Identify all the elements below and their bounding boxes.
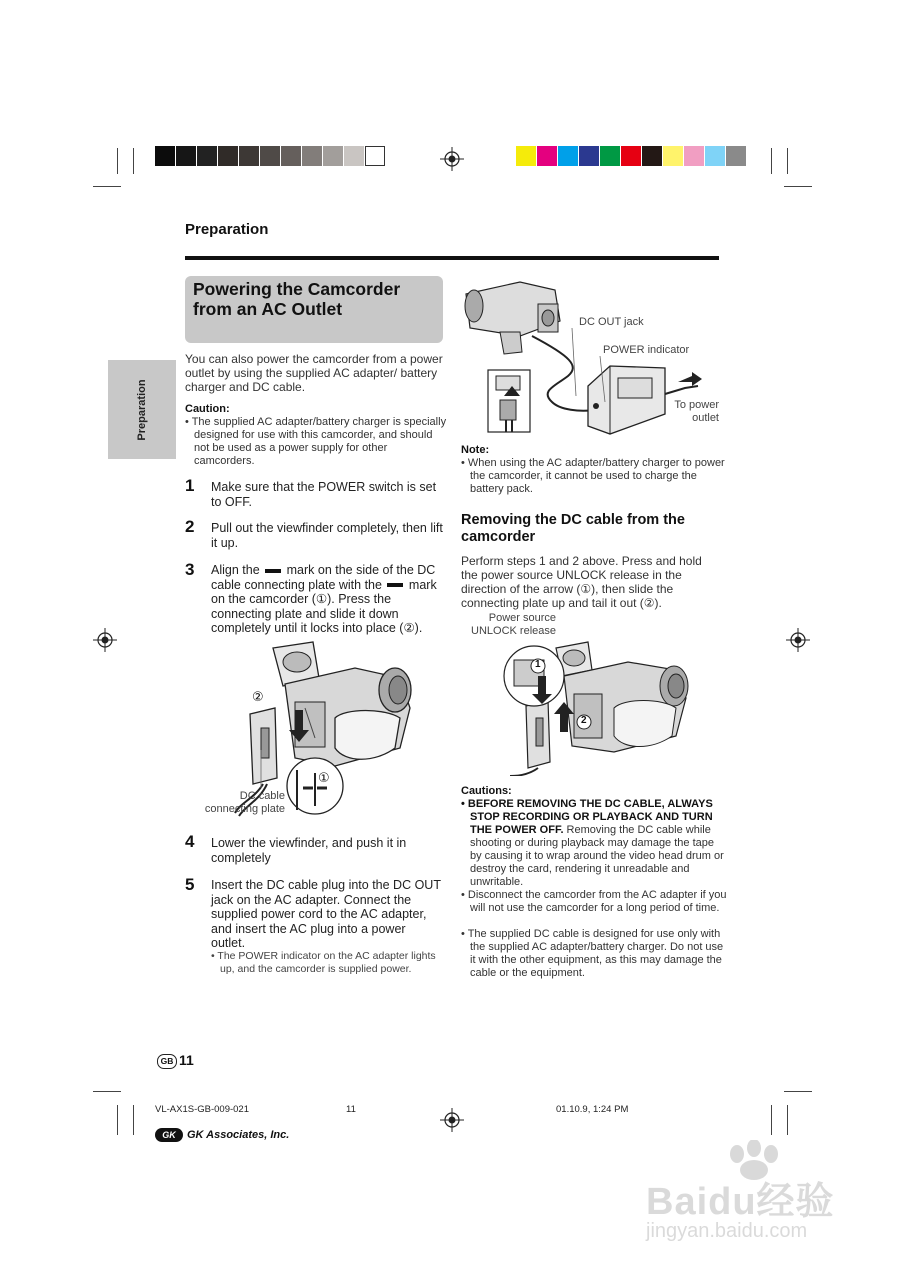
title-box (185, 276, 443, 343)
caution-item-1 (461, 798, 728, 889)
registration-mark-icon (93, 628, 117, 652)
caution-label: Caution: (185, 403, 230, 415)
step-1-number: 1 (185, 476, 195, 495)
color-swatch (537, 146, 557, 166)
marker-1-label: ① (318, 770, 330, 785)
registration-mark-icon (440, 1108, 464, 1132)
doc-date: 01.10.9, 1:24 PM (556, 1104, 629, 1115)
color-swatch (600, 146, 620, 166)
watermark-url: jingyan.baidu.com (646, 1220, 808, 1242)
registration-mark-icon (786, 628, 810, 652)
step-1-text: Make sure that the POWER switch is set to OFF. (211, 480, 437, 509)
step-4-number: 4 (185, 832, 195, 851)
gray-swatch (281, 146, 301, 166)
step-5-number: 5 (185, 875, 195, 894)
step-4-text: Lower the viewfinder, and push it in completely (211, 836, 407, 865)
color-swatch (663, 146, 683, 166)
color-swatch (642, 146, 662, 166)
gray-swatch (155, 146, 175, 166)
step-3-number: 3 (185, 560, 195, 579)
unlock-release-label: Power source UNLOCK release (471, 612, 556, 637)
cautions-label: Cautions: (461, 785, 512, 797)
step-3-text-c: mark on the camcorder (①). Press the connecting plate and slide it down completely until it locks into place (②). (211, 577, 437, 635)
marker-2-label: ② (252, 689, 264, 704)
removing-cable-illustration (498, 636, 698, 776)
baidu-watermark (640, 1140, 880, 1250)
gray-swatch (323, 146, 343, 166)
color-swatch (705, 146, 725, 166)
doc-page-center: 11 (346, 1104, 356, 1115)
dc-out-jack-label: DC OUT jack (579, 316, 644, 328)
gray-swatch (260, 146, 280, 166)
step-5-text: Insert the DC cable plug into the DC OUT jack on the AC adapter. Connect the supplied power cord to the AC adapter, and insert the AC plug into a power outlet. (211, 878, 441, 950)
gray-swatch (239, 146, 259, 166)
color-swatch (516, 146, 536, 166)
page-title: Powering the Camcorder from an AC Outlet (193, 279, 401, 319)
color-swatch (621, 146, 641, 166)
step-3-text-a: Align the (211, 563, 260, 577)
caution-item-2: • Disconnect the camcorder from the AC adapter if you will not use the camcorder for a long period of time. (461, 889, 727, 914)
color-swatch (579, 146, 599, 166)
caution-item-3: • The supplied DC cable is designed for use only with the supplied AC adapter/battery charger. Do not use it with the other equipment, as this may damage the cable or the equipment. (461, 928, 724, 979)
gk-logo-icon (155, 1128, 183, 1142)
registration-mark-icon (440, 147, 464, 171)
gray-swatch (344, 146, 364, 166)
removing-marker-2: 2 (581, 715, 587, 726)
gray-swatch (365, 146, 385, 166)
note-label: Note: (461, 444, 490, 456)
intro-text: You can also power the camcorder from a power outlet by using the supplied AC adapter/ battery charger and DC cable. (185, 352, 443, 394)
gk-logo-text: GK (162, 1130, 176, 1140)
gray-swatch (218, 146, 238, 166)
color-swatch (558, 146, 578, 166)
power-outlet-label: To power outlet (674, 399, 719, 424)
side-tab-label: Preparation (136, 378, 148, 441)
color-swatch (726, 146, 746, 166)
gray-swatch (176, 146, 196, 166)
gb-badge: GB (157, 1054, 177, 1069)
removing-text: Perform steps 1 and 2 above. Press and hold the power source UNLOCK release in the direction of the arrow (①), then slide the connecting plate up and tail it out (②). (461, 554, 702, 610)
doc-code: VL-AX1S-GB-009-021 (155, 1104, 249, 1115)
header-rule (185, 256, 719, 260)
color-swatch (684, 146, 704, 166)
side-tab (108, 360, 176, 459)
caution-text: • The supplied AC adapter/battery charger is specially designed for use with this camcorder, and should not be used as a power supply for other camcorders. (185, 416, 447, 467)
step-5-sub: • The POWER indicator on the AC adapter lights up, and the camcorder is supplied power. (211, 950, 436, 975)
step-2-number: 2 (185, 517, 195, 536)
align-mark-icon (265, 569, 281, 573)
watermark-brand: Baidu经验 (646, 1181, 835, 1223)
step-3-text (211, 563, 447, 636)
note-text: • When using the AC adapter/battery charger to power the camcorder, it cannot be used to charge the battery pack. (461, 457, 725, 495)
caution-item-1-bold: • BEFORE REMOVING THE DC CABLE, ALWAYS STOP RECORDING OR PLAYBACK AND TURN THE POWER OFF. (461, 798, 713, 836)
gray-swatch (302, 146, 322, 166)
gray-swatch (197, 146, 217, 166)
removing-heading: Removing the DC cable from the camcorder (461, 512, 685, 545)
removing-marker-1: 1 (535, 659, 541, 670)
step-2-text: Pull out the viewfinder completely, then lift it up. (211, 521, 443, 550)
power-indicator-label: POWER indicator (603, 344, 690, 356)
company-name: GK Associates, Inc. (187, 1129, 290, 1141)
align-mark-icon (387, 583, 403, 587)
section-header: Preparation (185, 221, 269, 238)
dc-cable-plate-caption: DC cable connecting plate (204, 790, 285, 815)
step-3-text-b: mark on the side of the DC cable connecting plate with the (211, 563, 436, 592)
page-number: 11 (179, 1052, 194, 1068)
caution-item-1-rest: Removing the DC cable while shooting or during playback may damage the tape by causing it to wrap around the video head drum or destroy the card, rendering it unreadable and unwritable. (470, 824, 724, 888)
